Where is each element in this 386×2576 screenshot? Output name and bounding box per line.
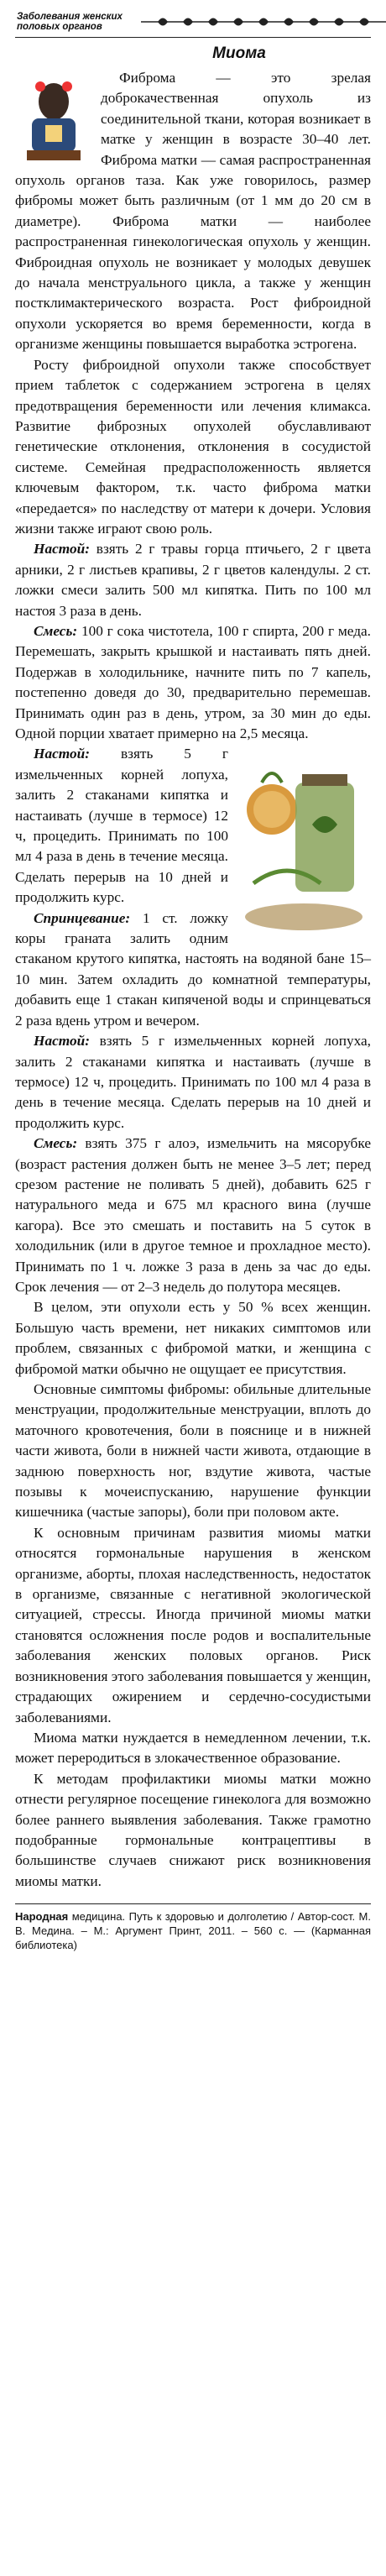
paragraph-1: Фиброма — это зрелая доброкачественная опухоль из соединительной ткани, которая возникает в матке у женщин в возрасте 30–40 лет. Фиброма матки — самая распространенная опухоль органов таза. Как уже говорилось, размер фибромы может быть различным (от 1 мм до 20 см в диаметре). Фиброма матки — наиболее распространенная гинекологическая опухоль у женщин. Фиброидная опухоль не возникает у молодых девушек до начала менструального цикла, а также у женщин постклимактерического возраста. Рост фиброидной опухоли ускоряется во время беременности, когда в организме женщины повышается выработка эстрогена. [15,70,371,353]
source-bold: Народная [15,1910,69,1924]
paragraph-6: Спринцевание: 1 ст. ложку коры граната залить одним стаканом крутого кипятка, настоять на водяной бане 15–10 мин. Затем охладить до комнатной температуры, добавить еще 1 стакан кипяченой воды и спринцеваться 2 раза вдень утром и вечером. [15,909,371,1029]
paragraph-12: Миома матки нуждается в немедленном лечении, т.к. может переродиться в злокачественное образование. [15,1729,371,1767]
paragraph-9: В целом, эти опухоли есть у 50 % всех женщин. Большую часть времени, нет никаких симптомов или проблем, связанных с фибромой матки, и женщина с фибромой матки обычно не ощущает ее присутствия. [15,1299,371,1377]
illustration-figure-icon [15,70,92,164]
paragraph-7: Настой: взять 5 г измельченных корней лопуха, залить 2 стаканами кипятка и настаивать (лучше в термосе) 12 ч, процедить. Принимать по 100 мл 4 раза в день в течение месяца. Сделать перерыв на 10 дней и продолжить курс. [15,1033,371,1131]
page-header [15,8,371,38]
paragraph-2: Росту фиброидной опухоли также способствует прием таблеток с содержанием эстрогена в целях предотвращения беременности или лечения климакса. Развитие фиброзных опухолей обуславливают генетические отклонения, отклонения в сосудистой системе. Семейная предрасположенность является ключевым фактором, т.к. часто фиброма матки «передается» по наследству от матери к дочери. Условия жизни также играют свою роль. [15,356,371,537]
paragraph-11: К основным причинам развития миомы матки относятся гормональные нарушения в женском организме, аборты, плохая наследственность, недостаток в организме, связанные с негативной экологической ситуацией, стрессы. Иногда причиной миомы матки становятся осложнения после родов и воспалительные заболевания женских половых органов. Риск возникновения этого заболевания повышается у женщин, страдающих ожирением и сердечно-сосудистыми заболеваниями. [15,1524,371,1725]
article-body [15,68,371,1892]
section-title: Заболевания женских половых органов [17,12,123,32]
source-rest: медицина. Путь к здоровью и долголетию / Автор-сост. М. В. Медина. – М.: Аргумент Принт, 2011. – 560 с. — (Карманная библиотека) [15,1910,371,1952]
article-title: Миома [212,45,266,62]
paragraph-10: Основные симптомы фибромы: обильные длительные менструации, продолжительные менструации, вплоть до маточного кровотечения, боли в пояснице и в нижней части живота, боли в нижней части живота, отдающие в заднюю поверхность ног, вздутие живота, частые позывы к мочеиспусканию, нарушение функции кишечника (частые запоры), боли при половом акте. [15,1381,371,1521]
paragraph-8: Смесь: взять 375 г алоэ, измельчить на мясорубке (возраст растения должен быть не менее 3–5 лет; перед срезом растение не поливать 5 дней), добавить 625 г натурального меда и 675 мл красного вина (лучше кагора). Все это смешать и поставить на 5 суток в холодильник (или в другое темное и прохладное место). Принимать по 1 ч. ложке 3 раза в день за час до еды. Срок лечения — от 2–3 недель до полутора месяцев. [15,1135,371,1295]
paragraph-4: Смесь: 100 г сока чистотела, 100 г спирта, 200 г меда. Перемешать, закрыть крышкой и настаивать пять дней. Подержав в холодильнике, начните пить по 7 капель, постепенно доведя до 30, предварительно перемешав. Принимать один раз в день, утром, за 30 мин до еды. Одной порции хватает примерно на 2,5 месяца. [15,622,371,741]
paragraph-5: Настой: взять 5 г измельченных корней лопуха, залить 2 стаканами кипятка и настаивать (лучше в термосе) 12 ч, процедить. Принимать по 100 мл 4 раза в день в течение месяца. Сделать перерыв на 10 дней и продолжить курс. [15,746,228,906]
illustration-herbs-icon [237,749,371,942]
paragraph-13: К методам профилактики миомы матки можно отнести регулярное посещение гинеколога для возможно более раннего выявления заболевания. Также грамотно подобранные гормональные контрацептивы в большинстве случаев снижают риск возникновения миомы матки. [15,1770,371,1889]
source-citation [15,1903,371,1952]
paragraph-3: Настой: взять 2 г травы горца птичьего, 2 г цвета арники, 2 г листьев крапивы, 2 г цветов календулы. 2 ст. ложки смеси залить 500 мл кипятка. Пить по 100 мл настоя 3 раза в день. [15,541,371,619]
header-ornament-icon [141,13,386,30]
